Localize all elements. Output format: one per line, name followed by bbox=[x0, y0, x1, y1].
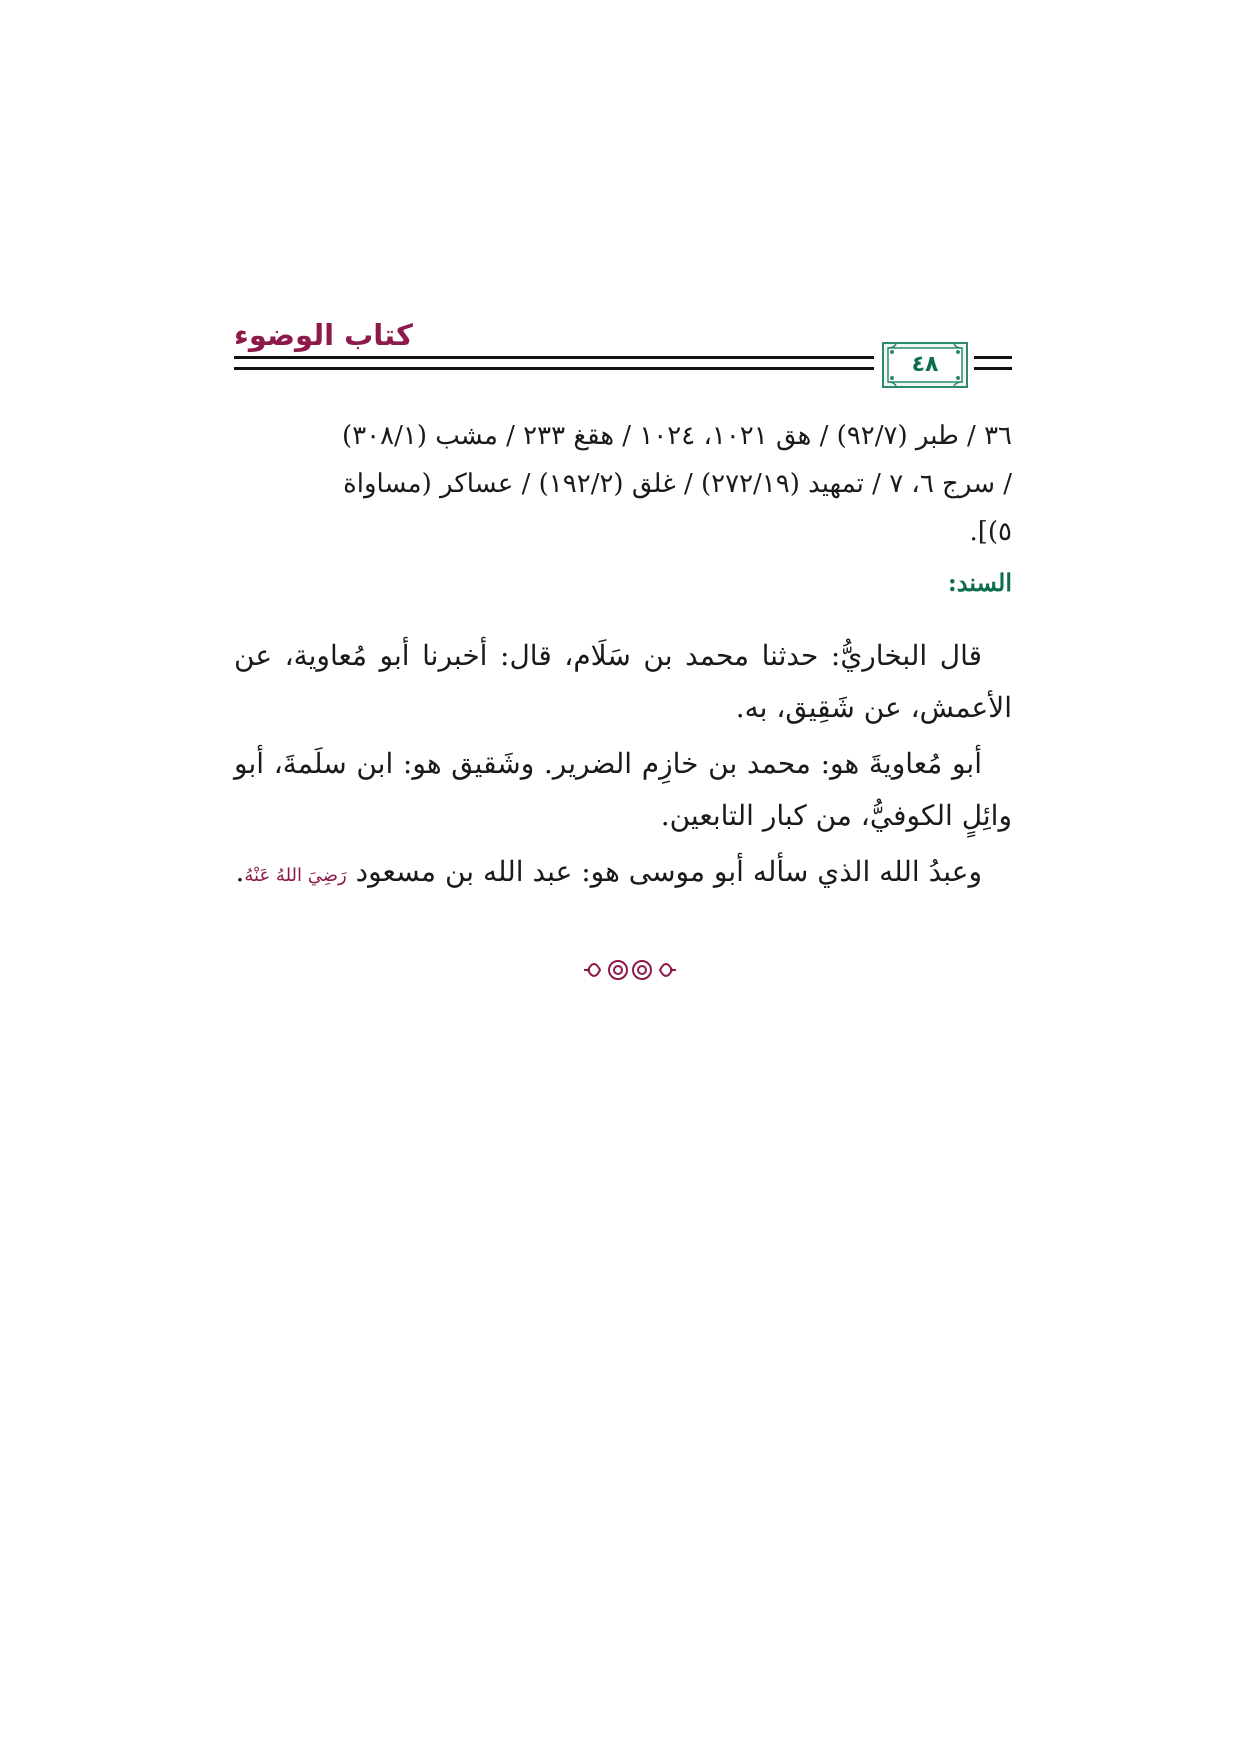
body-paragraph: قال البخاريُّ: حدثنا محمد بن سَلَام، قال: أخبرنا أبو مُعاوية، عن الأعمش، عن شَقِيق، به. bbox=[234, 639, 1012, 724]
page-header bbox=[234, 312, 1012, 388]
section-heading: السند: bbox=[947, 568, 1012, 597]
page-number: ٤٨ bbox=[911, 352, 939, 377]
body-paragraph: أبو مُعاويةَ هو: محمد بن خازِم الضرير. وشَقيق هو: ابن سلَمةَ، أبو وائِلٍ الكوفيُّ، من كبار التابعين. bbox=[234, 747, 1012, 832]
body-paragraph bbox=[234, 846, 1012, 902]
footnote-line: ٣٦ / طبر (٩٢/٧) / هق ١٠٢١، ١٠٢٤ / هقغ ٢٣٣ / مشب (٣٠٨/١) bbox=[342, 421, 1012, 451]
section-end-ornament-icon bbox=[580, 952, 680, 988]
header-rule bbox=[234, 356, 874, 359]
paragraph-text: وعبدُ الله الذي سأله أبو موسى هو: عبد الله بن مسعود bbox=[355, 855, 982, 888]
page-number-frame bbox=[882, 342, 968, 388]
paragraph-end: . bbox=[235, 855, 245, 888]
footnote-line: ٥)]. bbox=[969, 517, 1012, 547]
book-title: كتاب الوضوء bbox=[234, 318, 413, 352]
footnote-line: / سرج ٦، ٧ / تمهيد (٢٧٢/١٩) / غلق (١٩٢/٢) / عساكر (مساواة bbox=[343, 469, 1012, 499]
header-rule bbox=[974, 367, 1012, 370]
header-rule bbox=[974, 356, 1012, 359]
header-rule bbox=[234, 367, 874, 370]
honorific-glyph: رَضِيَ اللهُ عَنْهُ bbox=[244, 865, 347, 886]
footnote-block bbox=[234, 412, 1012, 556]
